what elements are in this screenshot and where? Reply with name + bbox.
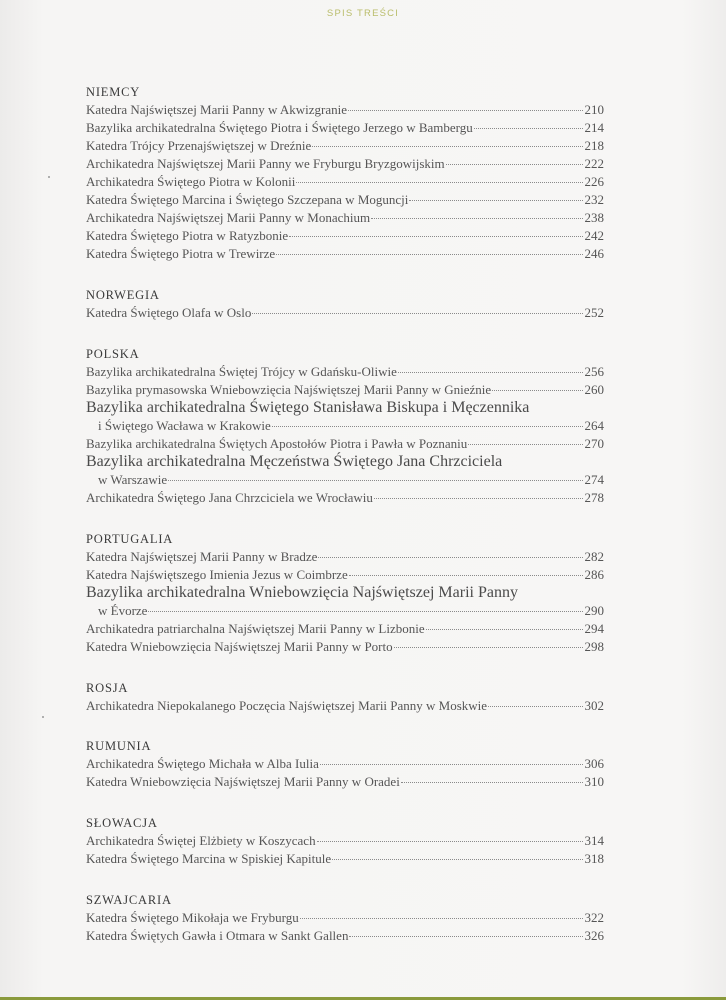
entry-title-line: Katedra Świętego Mikołaja we Fryburgu: [86, 910, 299, 925]
entry-title-line: Katedra Świętych Gawła i Otmara w Sankt Gallen: [86, 928, 349, 943]
toc-entry[interactable]: [86, 101, 604, 119]
section-title: POLSKA: [86, 347, 140, 361]
dot-leader: [492, 390, 583, 391]
dot-leader: [318, 557, 583, 558]
dot-leader: [349, 575, 583, 576]
entry-title-line: Katedra Wniebowzięcia Najświętszej Marii Panny w Oradei: [86, 774, 400, 789]
toc-entry[interactable]: [86, 453, 604, 489]
page-number: 302: [584, 698, 604, 713]
toc-entry[interactable]: [86, 697, 604, 715]
toc-section: [86, 814, 604, 868]
page-number: 242: [584, 228, 604, 243]
dot-leader: [488, 706, 583, 707]
dot-leader: [252, 313, 583, 314]
entry-title-line: Archikatedra patriarchalna Najświętszej Marii Panny w Lizbonie: [86, 621, 425, 636]
entry-title-line: Katedra Świętego Olafa w Oslo: [86, 305, 252, 320]
entry-title-line: Katedra Wniebowzięcia Najświętszej Marii Panny w Porto: [86, 639, 393, 654]
page-number: 252: [584, 305, 604, 320]
section-title: NORWEGIA: [86, 288, 160, 302]
paper-speck: [48, 176, 50, 178]
entry-title-line: Bazylika archikatedralna Świętego Piotra i Świętego Jerzego w Bambergu: [86, 120, 473, 135]
dot-leader: [446, 164, 583, 165]
page-number: 270: [584, 436, 604, 451]
toc-entry[interactable]: [86, 191, 604, 209]
entry-title-line: w Évorze: [98, 603, 148, 618]
toc-entry[interactable]: [86, 381, 604, 399]
page-number: 256: [584, 364, 604, 379]
page-number: 232: [584, 192, 604, 207]
page-number: 322: [584, 910, 604, 925]
toc-entry[interactable]: [86, 173, 604, 191]
toc-section: [86, 737, 604, 791]
section-title: NIEMCY: [86, 85, 141, 99]
entry-title-line: Katedra Świętego Marcina w Spiskiej Kapitule: [86, 851, 332, 866]
dot-leader: [272, 426, 583, 427]
toc-section: [86, 891, 604, 945]
entry-title-line: Archikatedra Świętego Jana Chrzciciela we Wrocławiu: [86, 490, 373, 505]
toc-section: [86, 83, 604, 263]
toc-entry[interactable]: [86, 304, 604, 322]
page-number: 314: [584, 833, 604, 848]
page-number: 290: [584, 603, 604, 618]
dot-leader: [312, 146, 583, 147]
toc-entry[interactable]: [86, 399, 604, 435]
toc-entry[interactable]: [86, 137, 604, 155]
dot-leader: [349, 936, 583, 937]
dot-leader: [289, 236, 583, 237]
entry-title-line: i Świętego Wacława w Krakowie: [98, 418, 271, 433]
toc-entry[interactable]: [86, 155, 604, 173]
dot-leader: [401, 782, 583, 783]
page-number: 226: [584, 174, 604, 189]
dot-leader: [474, 128, 583, 129]
toc-entry[interactable]: [86, 909, 604, 927]
running-header: SPIS TREŚCI: [326, 8, 400, 19]
page-number: 282: [584, 549, 604, 564]
toc-section: [86, 530, 604, 656]
toc-entry[interactable]: [86, 548, 604, 566]
entry-title-line: Archikatedra Świętego Piotra w Kolonii: [86, 174, 296, 189]
entry-title-line: Katedra Najświętszego Imienia Jezus w Coimbrze: [86, 567, 348, 582]
dot-leader: [296, 182, 583, 183]
section-title: RUMUNIA: [86, 739, 152, 753]
page-number: 214: [584, 120, 604, 135]
toc-entry[interactable]: [86, 209, 604, 227]
page-number: 210: [584, 102, 604, 117]
section-title: SŁOWACJA: [86, 816, 158, 830]
page-number: 238: [584, 210, 604, 225]
entry-title-line: Archikatedra Świętej Elżbiety w Koszycach: [86, 833, 316, 848]
dot-leader: [148, 611, 583, 612]
entry-title-line: Katedra Trójcy Przenajświętszej w Dreźnie: [86, 138, 312, 153]
page-number: 298: [584, 639, 604, 654]
toc-entry[interactable]: [86, 363, 604, 381]
page-number: 278: [584, 490, 604, 505]
page-number: 306: [584, 756, 604, 771]
section-title: ROSJA: [86, 681, 129, 695]
dot-leader: [332, 859, 583, 860]
page-number: 294: [584, 621, 604, 636]
toc-entry[interactable]: [86, 927, 604, 945]
toc-entry[interactable]: [86, 638, 604, 656]
entry-title-line: Bazylika archikatedralna Męczeństwa Świętego Jana Chrzciciela: [86, 453, 503, 470]
toc-entry[interactable]: [86, 566, 604, 584]
toc-entry[interactable]: [86, 773, 604, 791]
dot-leader: [398, 372, 583, 373]
entry-title-line: Katedra Świętego Piotra w Ratyzbonie: [86, 228, 289, 243]
dot-leader: [317, 841, 583, 842]
toc-entry[interactable]: [86, 119, 604, 137]
toc-entry[interactable]: [86, 489, 604, 507]
entry-title-line: Bazylika prymasowska Wniebowzięcia Najświętszej Marii Panny w Gnieźnie: [86, 382, 492, 397]
page-number: 286: [584, 567, 604, 582]
entry-title-line: Katedra Świętego Piotra w Trewirze: [86, 246, 276, 261]
dot-leader: [320, 764, 583, 765]
entry-title-line: Bazylika archikatedralna Wniebowzięcia Najświętszej Marii Panny: [86, 584, 518, 601]
dot-leader: [394, 647, 583, 648]
entry-title-line: Archikatedra Świętego Michała w Alba Iulia: [86, 756, 319, 771]
page-number: 318: [584, 851, 604, 866]
page-number: 260: [584, 382, 604, 397]
toc-entry[interactable]: [86, 245, 604, 263]
toc-entry[interactable]: [86, 435, 604, 453]
dot-leader: [276, 254, 583, 255]
toc-section: [86, 679, 604, 715]
page-number: 326: [584, 928, 604, 943]
entry-title-line: w Warszawie: [98, 472, 168, 487]
entry-title-line: Bazylika archikatedralna Świętego Stanisława Biskupa i Męczennika: [86, 399, 530, 416]
page-number: 222: [584, 156, 604, 171]
toc-section: [86, 286, 604, 322]
page-number: 264: [584, 418, 604, 433]
entry-title-line: Bazylika archikatedralna Świętych Apostołów Piotra i Pawła w Poznaniu: [86, 436, 468, 451]
entry-title-line: Katedra Najświętszej Marii Panny w Akwizgranie: [86, 102, 348, 117]
dot-leader: [426, 629, 583, 630]
dot-leader: [348, 110, 583, 111]
section-title: PORTUGALIA: [86, 532, 174, 546]
toc-entry[interactable]: [86, 620, 604, 638]
paper-speck: [42, 716, 44, 718]
dot-leader: [374, 498, 583, 499]
dot-leader: [168, 480, 583, 481]
dot-leader: [409, 200, 583, 201]
section-title: SZWAJCARIA: [86, 893, 172, 907]
dot-leader: [468, 444, 583, 445]
entry-title-line: Katedra Świętego Marcina i Świętego Szczepana w Moguncji: [86, 192, 409, 207]
dot-leader: [300, 918, 583, 919]
entry-title-line: Archikatedra Najświętszej Marii Panny we Fryburgu Bryzgowijskim: [86, 156, 445, 171]
toc-entry[interactable]: [86, 832, 604, 850]
toc-entry[interactable]: [86, 850, 604, 868]
page-number: 274: [584, 472, 604, 487]
table-of-contents: [86, 83, 604, 968]
entry-title-line: Archikatedra Najświętszej Marii Panny w Monachium: [86, 210, 371, 225]
page-number: 218: [584, 138, 604, 153]
toc-entry[interactable]: [86, 584, 604, 620]
dot-leader: [371, 218, 583, 219]
page-number: 246: [584, 246, 604, 261]
page-number: 310: [584, 774, 604, 789]
entry-title-line: Bazylika archikatedralna Świętej Trójcy w Gdańsku-Oliwie: [86, 364, 397, 379]
entry-title-line: Katedra Najświętszej Marii Panny w Bradze: [86, 549, 318, 564]
toc-section: [86, 345, 604, 507]
entry-title-line: Archikatedra Niepokalanego Poczęcia Najświętszej Marii Panny w Moskwie: [86, 698, 488, 713]
toc-entry[interactable]: [86, 755, 604, 773]
toc-entry[interactable]: [86, 227, 604, 245]
